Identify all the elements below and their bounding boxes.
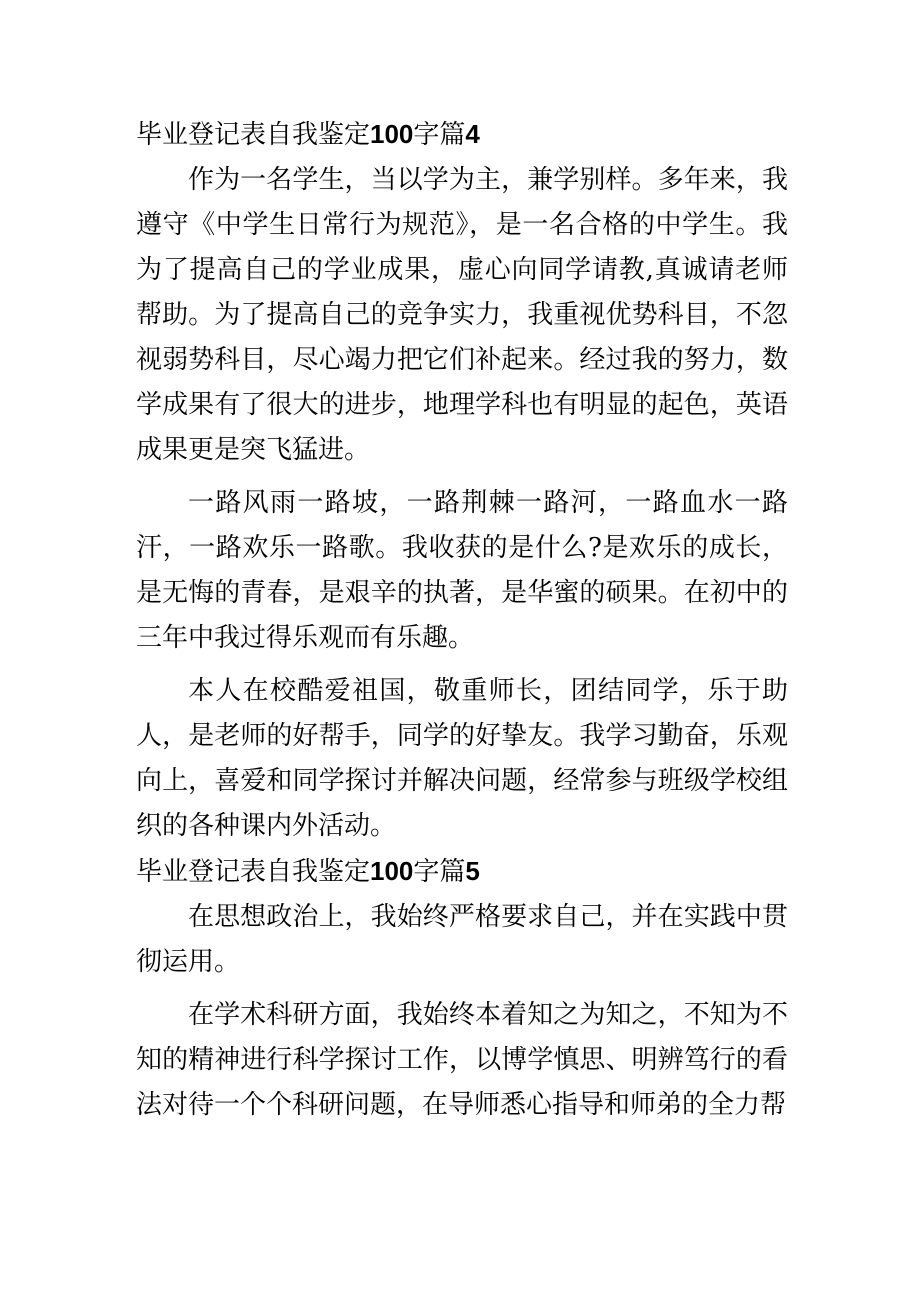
heading-number: 100: [370, 856, 414, 886]
heading-index: 5: [465, 856, 480, 886]
heading-text: 毕业登记表自我鉴定: [136, 857, 371, 887]
paragraph: 在学术科研方面，我始终本着知之为知之，不知为不知的精神进行科学探讨工作，以博学慎思、明辨笃行的看法对待一个个科研问题，在导师悉心指导和师弟的全力帮: [136, 1000, 788, 1120]
document-body: [136, 112, 788, 1128]
heading-text: 字篇: [413, 120, 466, 150]
paragraph: 在思想政治上，我始终严格要求自己，并在实践中贯彻运用。: [136, 902, 788, 977]
paragraph: 作为一名学生，当以学为主，兼学别样。多年来，我遵守《中学生日常行为规范》，是一名合格的中学生。我为了提高自己的学业成果，虚心向同学请教,真诚请老师帮助。为了提高自己的竞争实力，我重视优势科目，不忽视弱势科目，尽心竭力把它们补起来。经过我的努力，数学成果有了很大的进步，地理学科也有明显的起色，英语成果更是突飞猛进。: [136, 165, 788, 465]
heading-number: 100: [370, 119, 414, 149]
heading-index: 4: [465, 119, 480, 149]
paragraph: 本人在校酷爱祖国，敬重师长，团结同学，乐于助人，是老师的好帮手，同学的好挚友。我学习勤奋，乐观向上，喜爱和同学探讨并解决问题，经常参与班级学校组织的各种课内外活动。: [136, 676, 788, 841]
section-heading-4: [136, 112, 788, 158]
heading-text: 字篇: [413, 857, 466, 887]
section-heading-5: [136, 849, 788, 895]
paragraph: 一路风雨一路坡，一路荆棘一路河，一路血水一路汗，一路欢乐一路歌。我收获的是什么?是欢乐的成长，是无悔的青春，是艰辛的执著，是华蜜的硕果。在初中的三年中我过得乐观而有乐趣。: [136, 488, 788, 653]
heading-text: 毕业登记表自我鉴定: [136, 120, 371, 150]
